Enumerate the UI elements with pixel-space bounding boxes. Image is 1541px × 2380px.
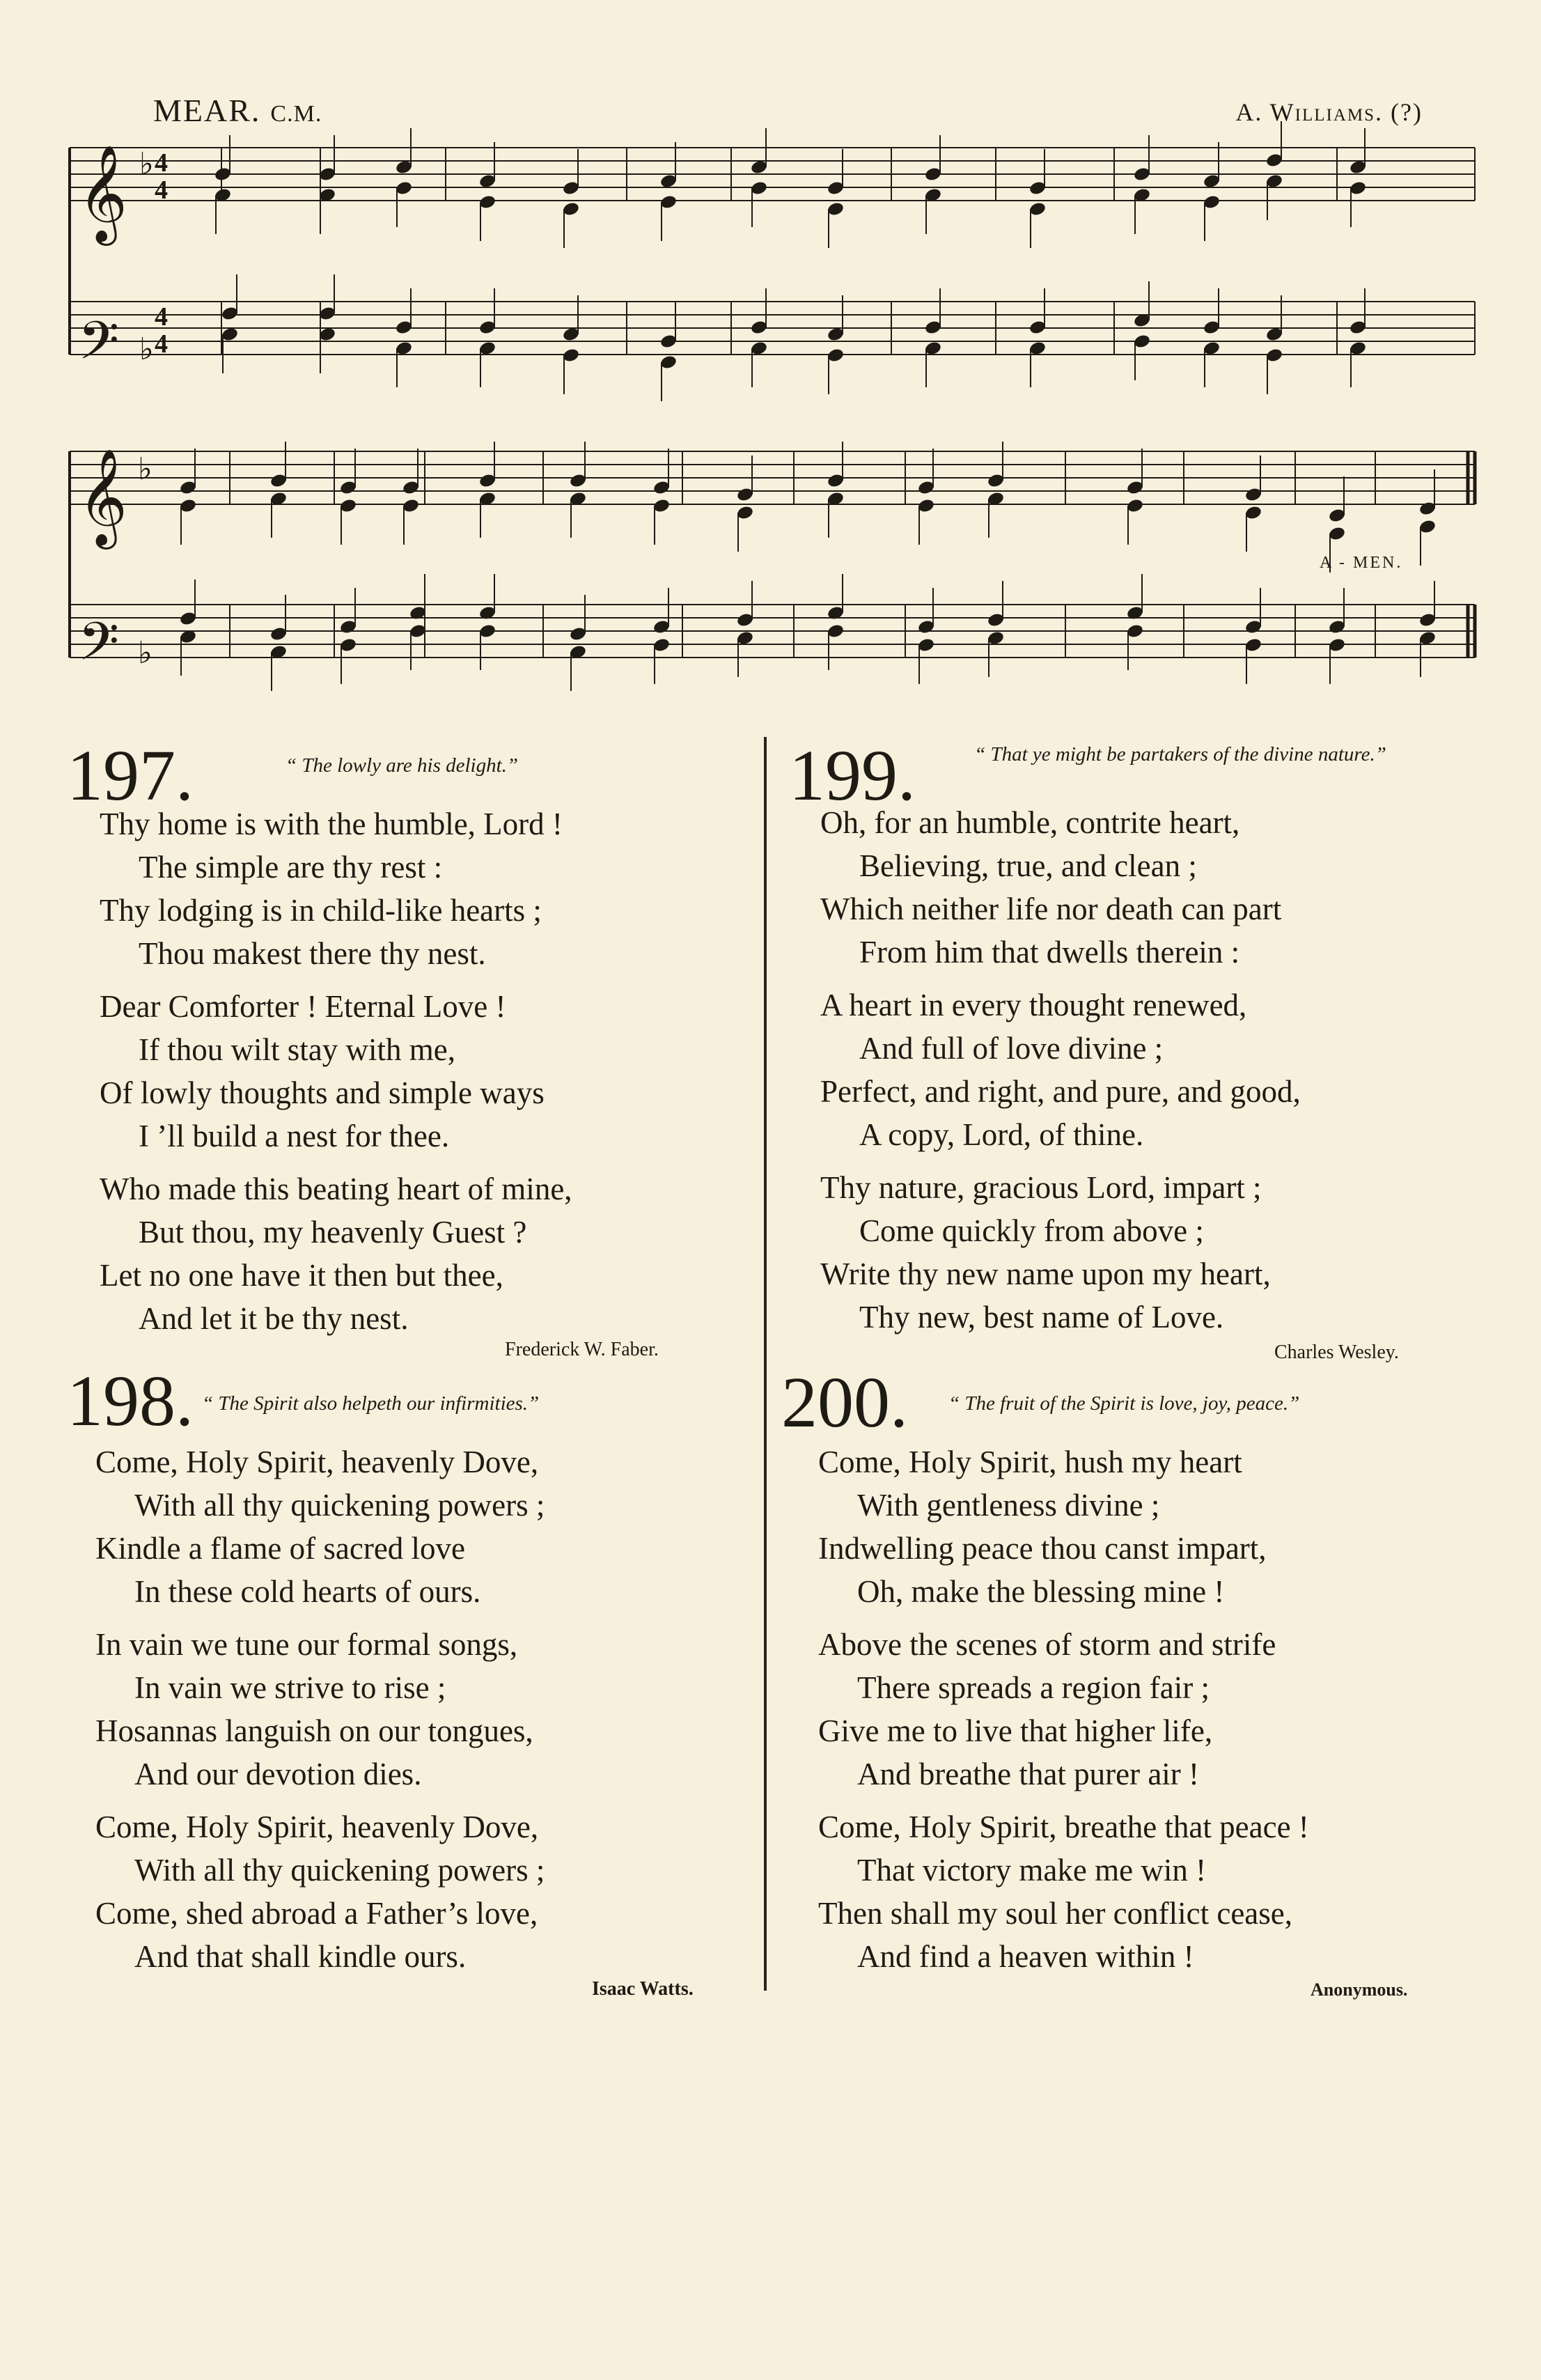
- hymn-200-stanza-3: [818, 1805, 1309, 1978]
- verse-line: Thou makest there thy nest.: [139, 936, 486, 971]
- time-signature: 4: [155, 302, 168, 332]
- verse-line: Which neither life nor death can part: [820, 892, 1282, 926]
- verse-line: Of lowly thoughts and simple ways: [100, 1075, 545, 1110]
- time-signature: 4: [155, 329, 168, 359]
- verse-line: In these cold hearts of ours.: [134, 1574, 481, 1609]
- flat-sign: ♭: [139, 146, 154, 182]
- hymn-author-199: Charles Wesley.: [1274, 1341, 1399, 1363]
- verse-line: If thou wilt stay with me,: [139, 1032, 455, 1067]
- treble-clef: 𝄞: [78, 449, 127, 545]
- verse-line: Thy nature, gracious Lord, impart ;: [820, 1170, 1262, 1205]
- bass-clef: 𝄢: [78, 310, 120, 384]
- verse-line: With all thy quickening powers ;: [134, 1488, 545, 1523]
- hymn-200-stanza-2: [818, 1623, 1276, 1796]
- tune-composer: A. Williams. (?): [1235, 98, 1423, 126]
- verse-line: Then shall my soul her conflict cease,: [818, 1896, 1293, 1931]
- verse-line: Come quickly from above ;: [859, 1213, 1204, 1248]
- hymn-number-199: 199.: [789, 736, 916, 816]
- verse-line: With gentleness divine ;: [857, 1488, 1160, 1523]
- music-score: [0, 0, 1541, 697]
- verse-line: Above the scenes of storm and strife: [818, 1627, 1276, 1662]
- hymn-200-stanza-1: [818, 1440, 1267, 1613]
- verse-line: Dear Comforter ! Eternal Love !: [100, 989, 506, 1024]
- verse-line: Who made this beating heart of mine,: [100, 1172, 572, 1206]
- amen-lyric: A - MEN.: [1320, 554, 1403, 572]
- hymn-epigraph-197: “ The lowly are his delight.”: [285, 754, 519, 777]
- verse-line: Thy new, best name of Love.: [859, 1300, 1224, 1335]
- hymn-number-197: 197.: [67, 736, 194, 816]
- verse-line: The simple are thy rest :: [139, 850, 443, 885]
- verse-line: I ’ll build a nest for thee.: [139, 1119, 450, 1153]
- verse-line: Come, Holy Spirit, heavenly Dove,: [95, 1445, 539, 1479]
- hymn-199-stanza-3: [820, 1166, 1271, 1339]
- hymn-number-198: 198.: [67, 1361, 194, 1441]
- treble-clef: 𝄞: [78, 145, 127, 242]
- flat-sign: ♭: [138, 451, 152, 487]
- verse-line: And find a heaven within !: [857, 1939, 1194, 1974]
- time-signature: 4: [155, 148, 168, 178]
- verse-line: Thy home is with the humble, Lord !: [100, 807, 563, 841]
- flat-sign: ♭: [139, 332, 154, 367]
- hymn-epigraph-198: “ The Spirit also helpeth our infirmities.”: [202, 1392, 540, 1415]
- hymn-198-stanza-2: [95, 1623, 533, 1796]
- hymn-author-198: Isaac Watts.: [592, 1978, 694, 2000]
- hymn-number-200: 200.: [781, 1362, 908, 1442]
- flat-sign: ♭: [138, 635, 152, 671]
- verse-line: And our devotion dies.: [134, 1757, 422, 1791]
- verse-line: From him that dwells therein :: [859, 935, 1240, 970]
- verse-line: Come, Holy Spirit, breathe that peace !: [818, 1810, 1309, 1844]
- time-signature: 4: [155, 176, 168, 205]
- bass-clef: 𝄢: [78, 611, 120, 685]
- verse-line: A heart in every thought renewed,: [820, 988, 1247, 1022]
- verse-line: Come, shed abroad a Father’s love,: [95, 1896, 538, 1931]
- verse-line: Oh, for an humble, contrite heart,: [820, 805, 1240, 840]
- verse-line: And breathe that purer air !: [857, 1757, 1200, 1791]
- hymn-197-stanza-2: [100, 985, 545, 1158]
- verse-line: Hosannas languish on our tongues,: [95, 1713, 533, 1748]
- hymn-author-200: Anonymous.: [1311, 1980, 1408, 2000]
- column-divider: [764, 737, 767, 1991]
- verse-line: In vain we tune our formal songs,: [95, 1627, 518, 1662]
- verse-line: Write thy new name upon my heart,: [820, 1257, 1271, 1291]
- verse-line: Thy lodging is in child-like hearts ;: [100, 893, 542, 928]
- verse-line: In vain we strive to rise ;: [134, 1670, 446, 1705]
- verse-line: Kindle a flame of sacred love: [95, 1531, 466, 1566]
- verse-line: Oh, make the blessing mine !: [857, 1574, 1225, 1609]
- hymn-197-stanza-1: [100, 802, 563, 975]
- verse-line: Let no one have it then but thee,: [100, 1258, 503, 1293]
- hymn-199-stanza-2: [820, 983, 1301, 1156]
- verse-line: But thou, my heavenly Guest ?: [139, 1215, 527, 1250]
- hymn-199-stanza-1: [820, 801, 1281, 974]
- verse-line: Believing, true, and clean ;: [859, 848, 1197, 883]
- tune-meter: C.M.: [270, 101, 322, 127]
- verse-line: That victory make me win !: [857, 1853, 1207, 1888]
- verse-line: Come, Holy Spirit, heavenly Dove,: [95, 1810, 539, 1844]
- verse-line: Come, Holy Spirit, hush my heart: [818, 1445, 1242, 1479]
- tune-name: MEAR.: [153, 93, 261, 128]
- verse-line: And full of love divine ;: [859, 1031, 1164, 1066]
- verse-line: Perfect, and right, and pure, and good,: [820, 1074, 1301, 1109]
- verse-line: Indwelling peace thou canst impart,: [818, 1531, 1267, 1566]
- hymn-epigraph-199: “ That ye might be partakers of the divine nature.”: [974, 743, 1386, 765]
- hymn-author-197: Frederick W. Faber.: [505, 1339, 659, 1360]
- verse-line: There spreads a region fair ;: [857, 1670, 1210, 1705]
- hymn-198-stanza-1: [95, 1440, 545, 1613]
- verse-line: And that shall kindle ours.: [134, 1939, 467, 1974]
- hymn-epigraph-200: “ The fruit of the Spirit is love, joy, peace.”: [948, 1392, 1300, 1415]
- verse-line: And let it be thy nest.: [139, 1301, 409, 1336]
- verse-line: Give me to live that higher life,: [818, 1713, 1213, 1748]
- verse-line: With all thy quickening powers ;: [134, 1853, 545, 1888]
- hymn-198-stanza-3: [95, 1805, 545, 1978]
- verse-line: A copy, Lord, of thine.: [859, 1117, 1144, 1152]
- hymn-197-stanza-3: [100, 1167, 572, 1340]
